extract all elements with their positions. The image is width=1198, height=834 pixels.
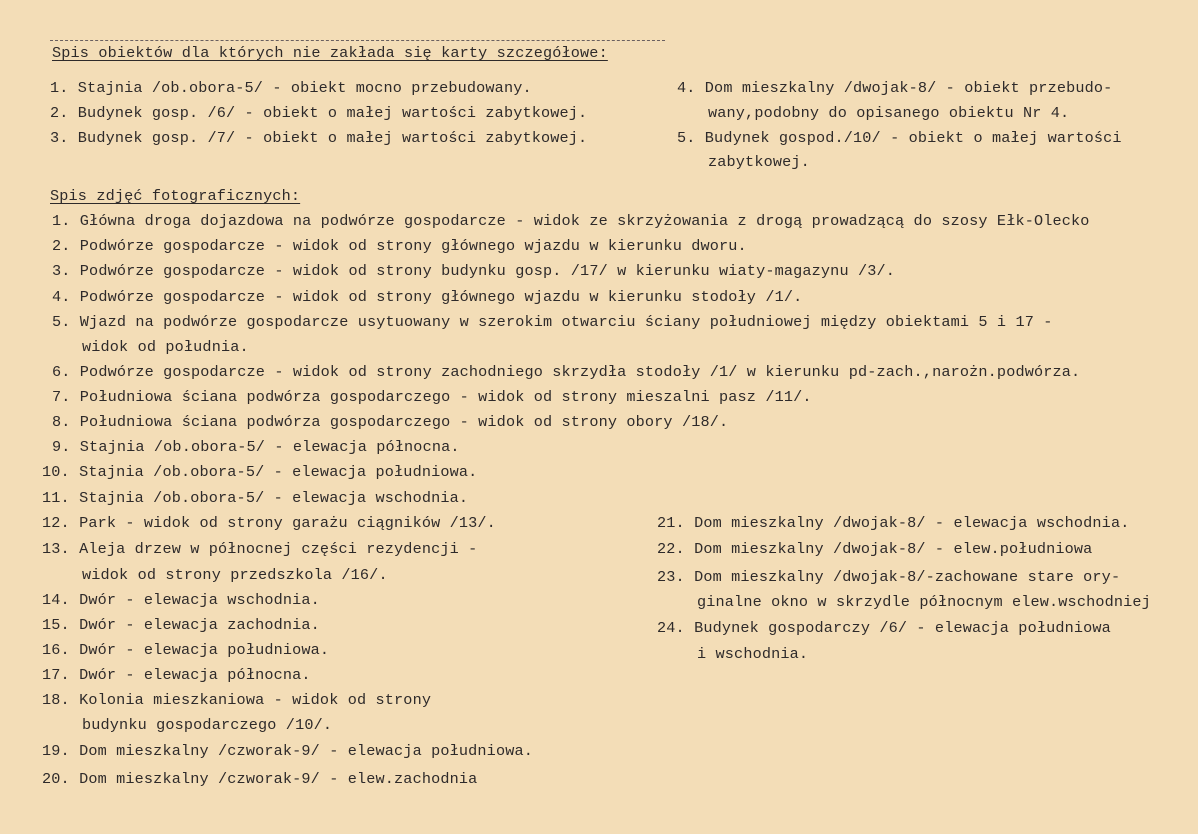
item-text: Park - widok od strony garażu ciągników /13/. — [79, 514, 496, 532]
list-item — [657, 514, 1129, 532]
item-number: 14. — [42, 591, 70, 609]
item-text: Dom mieszkalny /czworak-9/ - elew.zachodnia — [79, 770, 478, 788]
item-text: Wjazd na podwórze gospodarcze usytuowany w szerokim otwarciu ściany południowej między obiektami 5 i 17 - — [79, 313, 1053, 331]
item-text: Podwórze gospodarcze - widok od strony głównego wjazdu w kierunku stodoły /1/. — [79, 288, 803, 306]
objects-list-heading: Spis obiektów dla których nie zakłada się karty szczegółowe: — [52, 44, 608, 62]
top-dashed-rule — [50, 40, 665, 41]
item-text: Dwór - elewacja południowa. — [79, 641, 330, 659]
list-item — [50, 79, 532, 97]
item-number: 12. — [42, 514, 70, 532]
item-text: Dwór - elewacja północna. — [79, 666, 311, 684]
item-text: Główna droga dojazdowa na podwórze gospodarcze - widok ze skrzyżowania z drogą prowadzącą do szosy Ełk-Olecko — [79, 212, 1090, 230]
item-number: 11. — [42, 489, 70, 507]
item-number: 24. — [657, 619, 685, 637]
list-item — [42, 540, 477, 558]
item-number: 15. — [42, 616, 70, 634]
item-number: 2. — [52, 237, 71, 255]
list-item — [657, 619, 1111, 637]
item-number: 16. — [42, 641, 70, 659]
item-text: Dom mieszkalny /dwojak-8/ - elewacja wschodnia. — [694, 514, 1130, 532]
item-number: 2. — [50, 104, 69, 122]
item-continuation: zabytkowej. — [708, 153, 810, 171]
item-text: Dwór - elewacja wschodnia. — [79, 591, 320, 609]
list-item — [42, 742, 533, 760]
item-number: 23. — [657, 568, 685, 586]
item-number: 10. — [42, 463, 70, 481]
item-text: Dom mieszkalny /czworak-9/ - elewacja południowa. — [79, 742, 533, 760]
list-item — [677, 129, 1122, 147]
item-text: Budynek gospodarczy /6/ - elewacja południowa — [694, 619, 1111, 637]
item-text: Budynek gosp. /7/ - obiekt o małej wartości zabytkowej. — [77, 129, 588, 147]
item-number: 6. — [52, 363, 71, 381]
list-item — [42, 616, 320, 634]
item-number: 18. — [42, 691, 70, 709]
list-item — [52, 388, 812, 406]
item-number: 1. — [52, 212, 71, 230]
list-item — [50, 129, 587, 147]
list-item — [52, 313, 1053, 331]
list-item — [52, 262, 895, 280]
item-number: 20. — [42, 770, 70, 788]
item-number: 17. — [42, 666, 70, 684]
item-number: 4. — [52, 288, 71, 306]
item-continuation: widok od strony przedszkola /16/. — [82, 566, 388, 584]
item-number: 1. — [50, 79, 69, 97]
item-text: Budynek gosp. /6/ - obiekt o małej wartości zabytkowej. — [77, 104, 588, 122]
item-number: 19. — [42, 742, 70, 760]
list-item — [52, 363, 1080, 381]
item-number: 22. — [657, 540, 685, 558]
list-item — [52, 438, 460, 456]
item-text: Budynek gospod./10/ - obiekt o małej wartości — [704, 129, 1122, 147]
item-text: Dwór - elewacja zachodnia. — [79, 616, 320, 634]
list-item — [42, 691, 431, 709]
item-text: Stajnia /ob.obora-5/ - elewacja północna. — [79, 438, 460, 456]
item-number: 13. — [42, 540, 70, 558]
list-item — [42, 463, 477, 481]
list-item — [42, 591, 320, 609]
item-text: Stajnia /ob.obora-5/ - elewacja południowa. — [79, 463, 478, 481]
item-text: Dom mieszkalny /dwojak-8/-zachowane stare ory- — [694, 568, 1121, 586]
list-item — [42, 666, 311, 684]
item-continuation: ginalne okno w skrzydle północnym elew.wschodniej — [697, 593, 1151, 611]
item-text: Stajnia /ob.obora-5/ - obiekt mocno przebudowany. — [77, 79, 532, 97]
item-text: Stajnia /ob.obora-5/ - elewacja wschodnia. — [79, 489, 469, 507]
item-text: Podwórze gospodarcze - widok od strony głównego wjazdu w kierunku dworu. — [79, 237, 747, 255]
item-text: Południowa ściana podwórza gospodarczego - widok od strony mieszalni pasz /11/. — [79, 388, 812, 406]
item-number: 5. — [677, 129, 696, 147]
list-item — [677, 79, 1112, 97]
item-continuation: i wschodnia. — [697, 645, 809, 663]
list-item — [42, 489, 468, 507]
item-continuation: widok od południa. — [82, 338, 249, 356]
item-continuation: wany,podobny do opisanego obiektu Nr 4. — [708, 104, 1070, 122]
item-number: 5. — [52, 313, 71, 331]
item-text: Południowa ściana podwórza gospodarczego - widok od strony obory /18/. — [79, 413, 729, 431]
list-item — [52, 413, 728, 431]
list-item — [52, 288, 802, 306]
item-text: Podwórze gospodarcze - widok od strony budynku gosp. /17/ w kierunku wiaty-magazynu /3/. — [79, 262, 896, 280]
item-text: Podwórze gospodarcze - widok od strony zachodniego skrzydła stodoły /1/ w kierunku pd-zach.,narożn.podwórza. — [79, 363, 1081, 381]
item-text: Dom mieszkalny /dwojak-8/ - obiekt przebudo- — [704, 79, 1113, 97]
item-number: 3. — [52, 262, 71, 280]
item-number: 21. — [657, 514, 685, 532]
item-continuation: budynku gospodarczego /10/. — [82, 716, 333, 734]
list-item — [52, 237, 747, 255]
list-item — [52, 212, 1090, 230]
item-number: 7. — [52, 388, 71, 406]
item-text: Dom mieszkalny /dwojak-8/ - elew.południowa — [694, 540, 1093, 558]
item-number: 3. — [50, 129, 69, 147]
item-text: Kolonia mieszkaniowa - widok od strony — [79, 691, 432, 709]
list-item — [42, 641, 329, 659]
list-item — [657, 540, 1092, 558]
item-text: Aleja drzew w północnej części rezydencji - — [79, 540, 478, 558]
list-item — [50, 104, 587, 122]
item-number: 9. — [52, 438, 71, 456]
item-number: 4. — [677, 79, 696, 97]
photos-list-heading: Spis zdjęć fotograficznych: — [50, 187, 301, 205]
list-item — [657, 568, 1120, 586]
item-number: 8. — [52, 413, 71, 431]
list-item — [42, 770, 477, 788]
list-item — [42, 514, 496, 532]
